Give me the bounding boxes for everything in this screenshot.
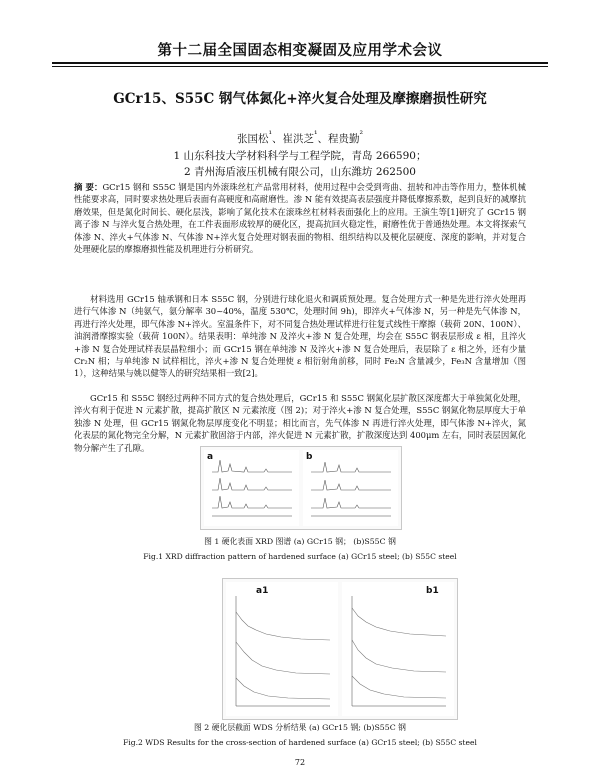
affiliation-1: 1 山东科技大学材料科学与工程学院，青岛 266590； bbox=[173, 150, 427, 162]
abstract-text: GCr15 钢和 S55C 钢是国内外滚珠丝杠产品常用材料，使用过程中会受到弯曲、扭转和冲击等作用力，整体机械性能要求高，同时要求热处理后表面有高硬度和高耐磨性。渗 N 能有效提高表层强度并降低摩擦系数，起到良好的减摩抗磨效果，但是氮化时间长、硬化层浅，影响了氮化技术在滚珠丝杠材料表面强化上的应用。王演生等[1]研究了 GCr15 钢离子渗 N 与淬火复合热处理，在工件表面形成较厚的硬化区，提高抗回火稳定性，耐磨性优于普通热处理。本文将探索气体渗 N、淬火+气体渗 N、气体渗 N+淬火复合处理对钢表面的物相、组织结构以及梗化层硬度、深度的影响，并对复合处理硬化层的摩擦磨损性能及机理进行分析研究。 bbox=[74, 182, 527, 255]
figure-1 bbox=[200, 446, 402, 530]
author-affil-mark: ¹ bbox=[268, 130, 272, 140]
author-name: 、程贵勤 bbox=[317, 132, 360, 145]
author-affil-mark: ¹ bbox=[313, 130, 318, 140]
body-paragraph-1 bbox=[74, 293, 526, 380]
author-name: 张国松 bbox=[236, 132, 269, 145]
author-affil-mark: ² bbox=[359, 130, 364, 140]
figure-1-caption-en: Fig.1 XRD diffraction pattern of hardened surface (a) GCr15 steel; (b) S55C steel bbox=[143, 552, 457, 561]
figure-2-panel-a1 bbox=[226, 582, 338, 716]
conference-header: 第十二届全国固态相变凝固及应用学术会议 bbox=[157, 42, 443, 59]
body-paragraph-2 bbox=[74, 392, 526, 454]
abstract bbox=[74, 181, 526, 255]
header-rule-thin bbox=[52, 66, 548, 67]
abstract-label: 摘 要： bbox=[74, 182, 103, 192]
panel-label: b1 bbox=[426, 586, 439, 596]
figure-2-panel-b1 bbox=[342, 582, 454, 716]
wds-plot-b1 bbox=[342, 582, 454, 716]
author-name: 、崔洪芝 bbox=[271, 132, 314, 145]
panel-label: b bbox=[306, 452, 313, 462]
paragraph-text: GCr15 和 S55C 钢经过两种不同方式的复合热处理后，GCr15 和 S55C 钢氮化层扩散区深度都大于单独氮化处理，淬火有利于促进 N 元素扩散，提高扩散区 N 元素浓度（图 2)；对于淬火+渗 N 复合处理，S55C 钢氮化物层厚度大于单独渗 N 处理，但 GCr15 钢氮化物层厚度变化不明显；相比而言，先气体渗 N 再进行淬火处理，即气体渗 N+淬火，氮化表层的氮化物完全分解，N 元素扩散固溶于内部，淬火促进 N 元素扩散，扩散深度达到 400μm 左右，同时表层因氮化物分解产生了孔隙。 bbox=[74, 393, 526, 453]
figure-1-panel-a bbox=[204, 450, 299, 526]
figure-2-caption-en: Fig.2 WDS Results for the cross-section of hardened surface (a) GCr15 steel; (b) S55C steel bbox=[123, 738, 477, 747]
figure-1-panel-b bbox=[303, 450, 398, 526]
paper-title: GCr15、S55C 钢气体氮化+淬火复合处理及摩擦磨损性研究 bbox=[113, 91, 487, 107]
figure-2-caption-cn: 图 2 硬化层截面 WDS 分析结果 (a) GCr15 钢; (b)S55C 钢 bbox=[194, 723, 406, 732]
figure-2 bbox=[222, 578, 458, 720]
panel-label: a bbox=[207, 452, 214, 462]
panel-label: a1 bbox=[256, 586, 269, 596]
paragraph-text: 材料选用 GCr15 轴承钢和日本 S55C 钢，分别进行球化退火和调质预处理。复合处理方式一种是先进行淬火处理再进行气体渗 N（纯氨气，氨分解率 30~40%，温度 530℃，处理时间 9h)，即淬火+气体渗 N，另一种是先气体渗 N，再进行淬火处理，即气体渗 N+淬火。室温条件下，对不同复合热处理试样进行往复式线性干摩擦（载荷 20N、100N）、油润滑摩擦实验（载荷 100N）。结果表明：单纯渗 N 及淬火+渗 N 复合处理，均会在 S55C 钢表层形成 ε 相，且淬火+渗 N 复合处理试样表层晶粒细小；而 GCr15 钢在单纯渗 N 及淬火+渗 N 复合处理后，表层除了 ε 相之外，还有少量 Cr₂N 相；与单纯渗 N 试样相比，淬火+渗 N 复合处理使 ε 相衍射角前移，同时 Fe₂N 含量减少，Fe₃N 含量增加（图 1），这种结果与姚以健等人的研究结果相一致[2]。 bbox=[74, 294, 526, 379]
figure-1-caption-cn: 图 1 硬化表面 XRD 图谱 (a) GCr15 钢； (b)S55C 钢 bbox=[204, 537, 396, 546]
xrd-plot-a bbox=[204, 450, 299, 526]
wds-plot-a1 bbox=[226, 582, 338, 716]
xrd-plot-b bbox=[303, 450, 398, 526]
header-rule-thick bbox=[52, 62, 548, 64]
page-number: 72 bbox=[294, 758, 306, 767]
affiliation-2: 2 青州海盾液压机械有限公司，山东潍坊 262500 bbox=[184, 166, 416, 178]
author-line bbox=[0, 130, 600, 146]
